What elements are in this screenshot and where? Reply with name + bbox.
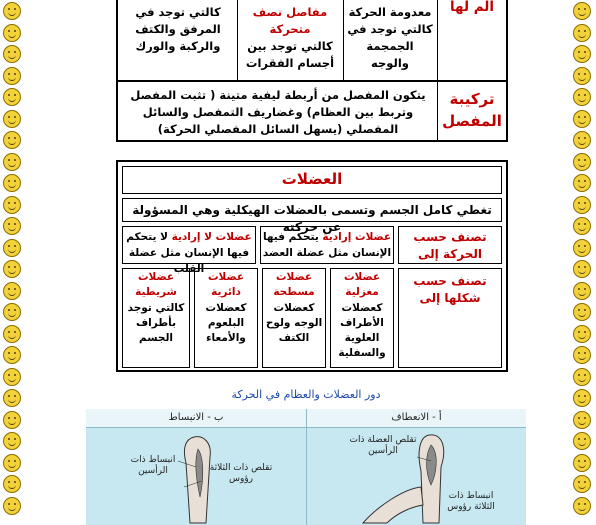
muscles-title-box <box>122 166 502 194</box>
involuntary-muscles-title: عضلات لا إرادية <box>171 231 252 243</box>
smiley-icon <box>3 153 21 171</box>
smiley-icon <box>3 239 21 257</box>
flexion-header: أ - الانعطاف <box>391 412 442 423</box>
smiley-icon <box>573 45 591 63</box>
spindle-muscles-title: عضلات مغزلية <box>343 271 381 298</box>
flexion-label-biceps: تقلص العضلة ذات الرأسين <box>349 435 417 456</box>
muscle-movement-figure <box>86 409 526 525</box>
immovable-joints-text: معدومة الحركة كالتي توجد في الجمجمة والوجه <box>347 5 433 70</box>
voluntary-muscles-title: عضلات إرادية <box>322 231 392 243</box>
smiley-icon <box>573 432 591 450</box>
smiley-icon <box>3 174 21 192</box>
by-shape-label-box <box>398 268 502 368</box>
smiley-icon <box>573 88 591 106</box>
smiley-icon <box>3 411 21 429</box>
smiley-icon <box>573 454 591 472</box>
muscles-section <box>116 160 508 372</box>
smiley-icon <box>3 303 21 321</box>
smiley-icon <box>3 325 21 343</box>
smiley-icon <box>3 389 21 407</box>
circular-muscles-box <box>194 268 258 368</box>
semi-movable-joints-text: كالتي توجد بين أجسام الفقرات <box>245 39 335 70</box>
smiley-icon <box>573 24 591 42</box>
voluntary-muscles-text: يتحكم فيها الإنسان مثل عضلة العضد <box>262 231 392 259</box>
smiley-icon <box>3 2 21 20</box>
voluntary-muscles-box <box>260 226 394 264</box>
smiley-icon <box>573 282 591 300</box>
joint-types-table <box>116 0 508 82</box>
semi-movable-joints-title: مفاصل نصف متحركة <box>252 5 328 36</box>
smiley-icon <box>573 153 591 171</box>
joint-types-label: الم لها <box>449 0 495 15</box>
smiley-icon <box>573 303 591 321</box>
by-movement-label-box <box>398 226 502 264</box>
smiley-icon <box>573 389 591 407</box>
smiley-icon <box>3 110 21 128</box>
smiley-icon <box>573 475 591 493</box>
spindle-muscles-box <box>330 268 394 368</box>
muscles-intro: تغطي كامل الجسم وتسمى بالعضلات الهيكلية وهي المسؤولة عن حركته <box>132 203 492 234</box>
flexion-label-triceps: انبساط ذات الثلاثة رؤوس <box>447 491 495 512</box>
smiley-icon <box>3 368 21 386</box>
extension-label-biceps: انبساط ذات الرأسين <box>130 455 176 476</box>
smiley-icon <box>573 196 591 214</box>
strip-muscles-title: عضلات شريطية <box>135 271 177 298</box>
smiley-icon <box>3 217 21 235</box>
smiley-icon <box>573 2 591 20</box>
smiley-icon <box>3 260 21 278</box>
strip-muscles-text: كالتي توجد بأطراف الجسم <box>127 302 185 344</box>
smiley-icon <box>573 217 591 235</box>
smiley-icon <box>573 411 591 429</box>
smiley-icon <box>573 174 591 192</box>
by-shape-label: تصنف حسب شكلها إلى <box>413 274 487 305</box>
extension-label-triceps: تقلص ذات الثلاثة رؤوس <box>209 463 273 484</box>
flat-muscles-text: كعضلات الوجه ولوح الكتف <box>265 302 323 344</box>
smiley-icon <box>3 432 21 450</box>
flat-muscles-box <box>262 268 326 368</box>
smiley-icon <box>573 325 591 343</box>
smiley-icon <box>3 67 21 85</box>
smiley-icon <box>3 24 21 42</box>
smiley-icon <box>573 497 591 515</box>
involuntary-muscles-text: لا يتحكم فيها الإنسان مثل عضلة القلب <box>126 231 250 275</box>
circular-muscles-text: كعضلات البلعوم والأمعاء <box>205 302 247 344</box>
spindle-muscles-text: كعضلات الأطراف العلوية والسفلية <box>338 302 386 359</box>
smiley-icon <box>3 131 21 149</box>
joint-composition-text: يتكون المفصل من أربطة ليفية متينة ( تثبت المفصل وتربط بين العظام) وغضاريف التمفصل والسائل المفصلي (يسهل السائل المفصلي الحركة) <box>130 88 426 136</box>
smiley-icon <box>3 45 21 63</box>
extension-header: ب - الانبساط <box>168 412 224 423</box>
smiley-icon <box>573 346 591 364</box>
circular-muscles-title: عضلات دائرية <box>207 271 245 298</box>
muscles-intro-box <box>122 198 502 234</box>
smiley-icon <box>573 131 591 149</box>
smiley-icon <box>3 282 21 300</box>
smiley-icon <box>3 454 21 472</box>
smiley-icon <box>3 196 21 214</box>
smiley-icon <box>573 260 591 278</box>
flat-muscles-title: عضلات مسطحة <box>273 271 315 298</box>
involuntary-muscles-box <box>122 226 256 275</box>
smiley-icon <box>573 368 591 386</box>
figure-caption: دور العضلات والعظام في الحركة <box>231 388 381 401</box>
muscles-title: العضلات <box>281 170 343 188</box>
left-decorative-border <box>2 0 24 525</box>
strip-muscles-box <box>122 268 190 368</box>
joint-composition-box <box>116 80 508 142</box>
smiley-icon <box>573 67 591 85</box>
smiley-icon <box>3 88 21 106</box>
movable-joints-text: كالتي توجد في المرفق والكتف والركبة والورك <box>135 5 221 53</box>
joint-composition-label: تركيبة المفصل <box>442 90 502 130</box>
smiley-icon <box>3 497 21 515</box>
smiley-icon <box>3 346 21 364</box>
right-decorative-border <box>572 0 594 525</box>
smiley-icon <box>573 110 591 128</box>
by-movement-label: تصنف حسب الحركة إلى <box>413 230 487 261</box>
smiley-icon <box>573 239 591 257</box>
smiley-icon <box>3 475 21 493</box>
